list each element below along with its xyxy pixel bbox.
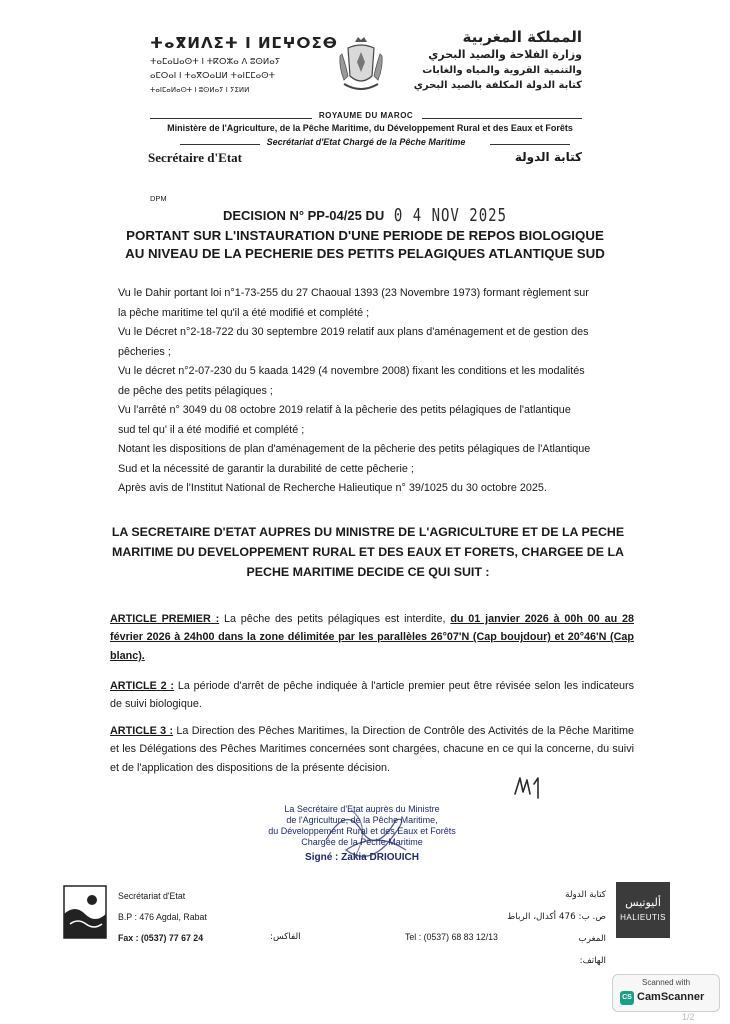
ministere-text: Ministère de l'Agriculture, de la Pêche Maritime, du Développement Rural et des Eaux et Forêts — [167, 123, 573, 133]
camscanner-name: CamScanner — [637, 991, 705, 1003]
camscanner-badge — [612, 974, 720, 1012]
article-3-text: La Direction des Pêches Maritimes, la Direction de Contrôle des Activités de la Pêche Maritime et les Délégations des Pêches Maritimes concernées sont chargées, chacune en ce qui la concerne, du suivi et de l'application des dispositions de la présente décision. — [110, 725, 634, 774]
article-3-head: ARTICLE 3 : — [110, 725, 174, 737]
stamp-line: de l'Agriculture, de la Pêche Maritime, — [286, 815, 438, 825]
stamp-line: Chargée de la Pêche Maritime — [301, 837, 423, 847]
footer-ar-line: ص. ب: 476 أكدال، الرباط المغرب — [507, 912, 606, 944]
visa-line: Vu le Décret n°2-18-722 du 30 septembre 2019 relatif aux plans d'aménagement et de gestion des — [118, 326, 589, 338]
decision-title-2: AU NIVEAU DE LA PECHERIE DES PETITS PELAGIQUES ATLANTIQUE SUD — [125, 246, 605, 261]
header-arabic — [400, 28, 582, 93]
arabic-secretariat: كتابة الدولة المكلفة بالصيد البحري — [413, 80, 582, 91]
header-tifinagh — [150, 34, 350, 97]
article-2-head: ARTICLE 2 : — [110, 680, 175, 692]
decision-number: DECISION N° PP-04/25 DU — [222, 208, 385, 223]
footer-ar — [500, 884, 606, 972]
visa-line: sud tel qu' il a été modifié et complété ; — [118, 423, 305, 436]
footer-tel: Tel : (0537) 68 83 12/13 — [405, 932, 498, 942]
camscanner-logo-icon: CS — [620, 991, 634, 1005]
footer-ar-line: الهاتف: — [579, 956, 606, 966]
visa-line: pêcheries ; — [118, 345, 171, 358]
visa-line: la pêche maritime tel qu'il a été modifié et complété ; — [118, 306, 370, 319]
official-stamp — [262, 804, 462, 863]
page-number: 1/2 — [682, 1012, 695, 1022]
visas-block — [118, 284, 636, 499]
tifinagh-line-4: ⵜⴰⵏⵎⴰⵍⴰⵙⵜ ⵏ ⵓⵙⵍⴰⵢ ⵏ ⵢⵉⵍⵍ — [150, 86, 250, 94]
footer-fr — [118, 886, 207, 949]
visa-line: Sud et la nécessité de garantir la durabilité de cette pêcherie ; — [118, 462, 414, 475]
tifinagh-line-1: ⵜⴰⴳⵍⴷⵉⵜ ⵏ ⵍⵎⵖⵔⵉⴱ — [150, 34, 338, 52]
camscanner-label: Scanned with — [641, 978, 691, 987]
tifinagh-line-3: ⴰⵎⵔⴰⵏ ⵏ ⵜⴰⴳⵔⴰⵡⵍ ⵜⴰⵏⵎⵎⴰⵙⵜ — [150, 71, 276, 81]
royaume-text: ROYAUME DU MAROC — [318, 111, 414, 120]
secretaire-etat-ar: كتابة الدولة — [514, 150, 582, 164]
visa-line: Vu le Dahir portant loi n°1-73-255 du 27 Chaoual 1393 (23 Novembre 1973) formant règlement sur — [118, 287, 589, 299]
decision-number-line — [0, 208, 730, 224]
footer-bp: B.P : 476 Agdal, Rabat — [118, 912, 207, 922]
ministry-logo-icon — [60, 884, 110, 940]
article-3 — [110, 722, 634, 777]
decides-line: LA SECRETAIRE D'ETAT AUPRES DU MINISTRE DE L'AGRICULTURE ET DE LA PECHE — [111, 525, 625, 539]
footer-ar-line: كتابة الدولة — [565, 890, 606, 900]
article-premier — [110, 610, 634, 665]
article-2 — [110, 677, 634, 714]
article-premier-period: du 01 janvier 2026 à 00h 00 au 28 février 2026 à 24h00 dans la zone délimitée par les parallèles 26°07'N (Cap boujdour) et 20°46'N (Cap blanc). — [110, 613, 634, 662]
visa-line: Notant les dispositions de plan d'aménagement de la pêcherie des petits pélagiques de l'Atlantique — [118, 443, 591, 455]
article-premier-head: ARTICLE PREMIER : — [110, 613, 220, 625]
tifinagh-line-2: ⵜⴰⵎⴰⵡⴰⵙⵜ ⵏ ⵜⴽⵔⵣⴰ ⴷ ⵓⵙⵍⴰⵢ — [150, 57, 281, 67]
decides-line: MARITIME DU DEVELOPPEMENT RURAL ET DES EAUX ET FORETS, CHARGEE DE LA — [112, 545, 624, 559]
article-2-text: La période d'arrêt de pêche indiquée à l'article premier peut être révisée selon les indicateurs de suivi biologique. — [110, 680, 634, 711]
decides-line: PECHE MARITIME DECIDE CE QUI SUIT : — [246, 565, 490, 579]
visa-line: Vu le décret n°2-07-230 du 5 kaada 1429 (4 novembre 2008) fixant les conditions et les modalités — [118, 365, 585, 377]
article-premier-text: La pêche des petits pélagiques est interdite, — [219, 613, 451, 625]
stamp-line: La Secrétaire d'Etat auprès du Ministre — [284, 804, 440, 814]
visa-line: de pêche des petits pélagiques ; — [118, 384, 273, 397]
stamp-line: du Développement Rural et des Eaux et Forêts — [268, 826, 456, 836]
signatory-name: Signé : Zakia DRIOUICH — [305, 852, 419, 863]
arabic-kingdom: المملكة المغربية — [462, 28, 582, 46]
halieutis-logo — [616, 882, 670, 938]
decision-title-1: PORTANT SUR L'INSTAURATION D'UNE PERIODE DE REPOS BIOLOGIQUE — [126, 228, 604, 243]
arabic-ministry-2: والتنمية القروية والمياه والغابات — [422, 65, 582, 76]
halieutis-logo-fr: HALIEUTIS — [620, 913, 666, 922]
arabic-ministry: وزارة الفلاحة والصيد البحري — [428, 48, 582, 61]
visa-line: Après avis de l'Institut National de Recherche Halieutique n° 39/1025 du 30 octobre 2025. — [118, 482, 547, 494]
footer-fax-ar: الفاكس: — [270, 932, 301, 942]
halieutis-logo-ar: أليوتيس — [625, 896, 661, 909]
secretariat-charge-text: Secrétariat d'Etat Chargé de la Pêche Maritime — [266, 137, 466, 147]
royal-emblem-icon — [338, 36, 384, 94]
decision-stamp-date: 0 4 NOV 2025 — [393, 206, 508, 226]
dpm-ref: DPM — [150, 194, 167, 203]
initials-mark — [512, 772, 546, 802]
secretaire-etat-fr: Secrétaire d'Etat — [148, 150, 242, 165]
footer-secretariat: Secrétariat d'Etat — [118, 891, 186, 901]
visa-line: Vu l'arrêté n° 3049 du 08 octobre 2019 relatif à la pêcherie des petits pélagiques de l'atlantique — [118, 404, 571, 416]
decides-heading — [108, 522, 628, 582]
footer-fax: Fax : (0537) 77 67 24 — [118, 933, 204, 943]
